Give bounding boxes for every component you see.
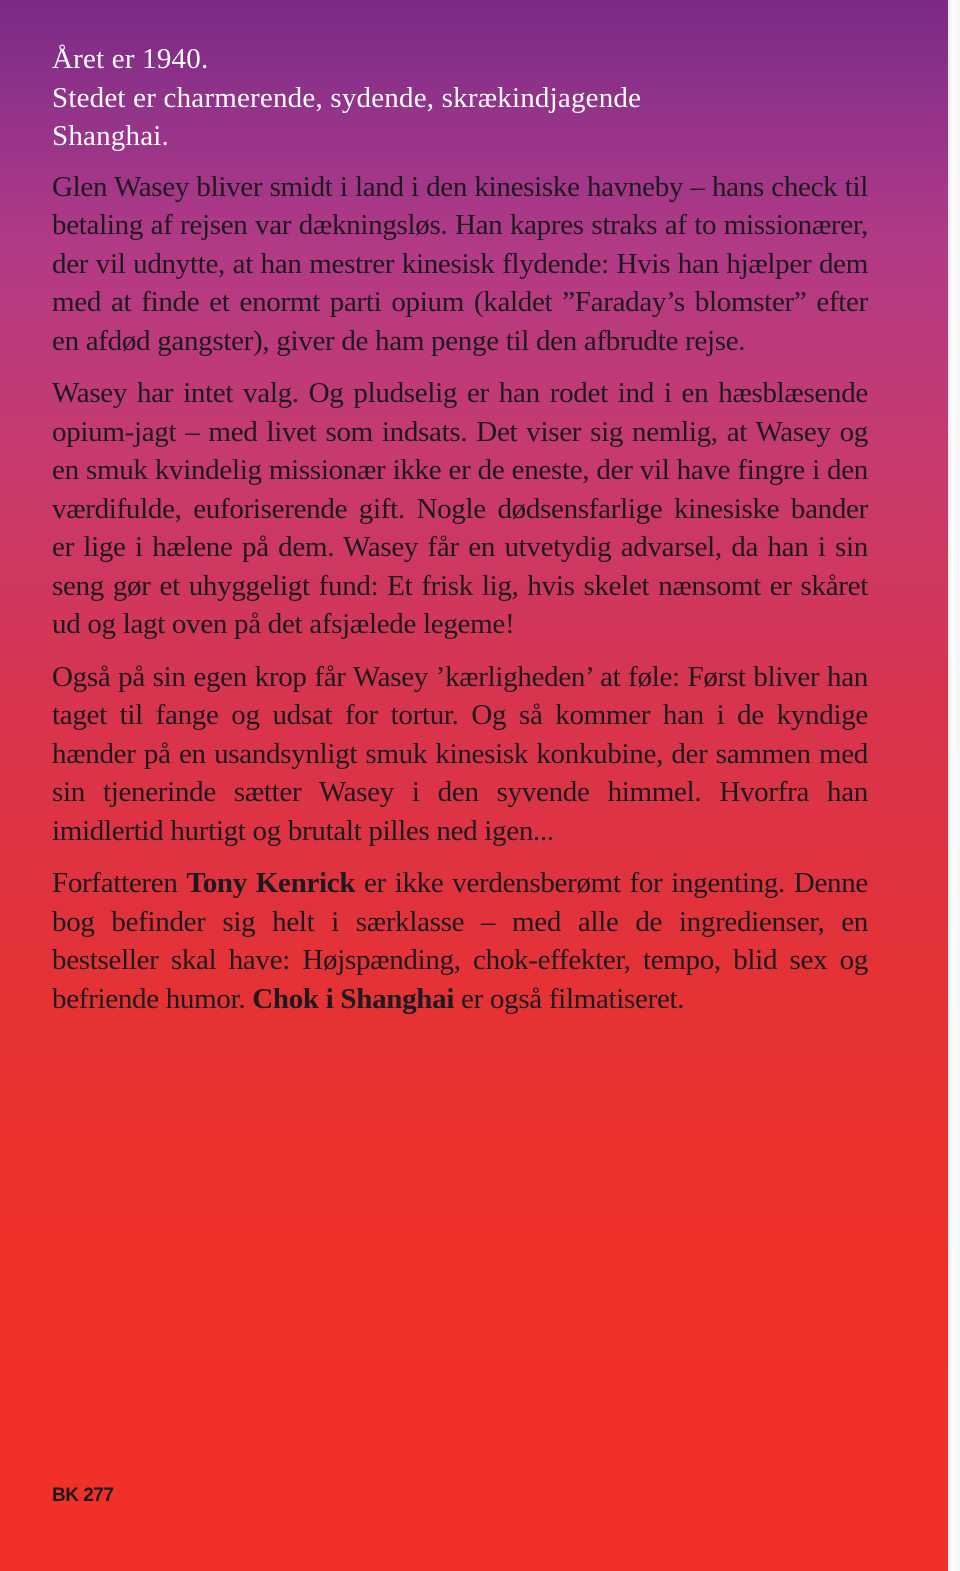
paragraph-opium-hunt: Wasey har intet valg. Og pludselig er han rodet ind i en hæsblæsende opium-jagt – med livet som indsats. Det viser sig nemlig, at Wasey og en smuk kvindelig missionær ikke er de eneste, der vil have fingre i den værdifulde, euforiserende gift. Nogle dødsensfarlige kinesiske bander er lige i hælene på dem. Wasey får en utvetydig advarsel, da han i sin seng gør et uhyggeligt fund: Et frisk lig, hvis skelet nænsomt er skåret ud og lagt oven på det afsjælede legeme! <box>52 377 868 640</box>
intro-line-year: Året er 1940. <box>52 43 209 75</box>
paragraph-love: Også på sin egen krop får Wasey ’kærligheden’ at føle: Først bliver han taget til fange og udsat for tortur. Og så kommer han i de kyndige hænder på en usandsynligt smuk kinesisk konkubine, der sammen med sin tjenerinde sætter Wasey i den syvende himmel. Hvorfra han imidlertid hurtigt og brutalt pilles ned igen... <box>52 660 868 847</box>
film-note-text: er også filmatiseret. <box>454 982 685 1015</box>
paragraph-author <box>52 864 868 1018</box>
book-title: Chok i Shanghai <box>252 982 455 1015</box>
intro-heading <box>52 40 868 156</box>
catalog-code: BK 277 <box>52 1485 114 1506</box>
author-praise-text: er ikke verdensberømt for ingenting. Denne bog befinder sig helt i særklasse – med alle de ingredienser, en bestseller skal have: Højspænding, chok-effekter, tempo, blid sex og befriende humor. <box>52 867 868 1015</box>
intro-line-city: Shanghai. <box>52 120 169 152</box>
paragraph-plot-start: Glen Wasey bliver smidt i land i den kinesiske havneby – hans check til betaling af rejsen var dækningsløs. Han kapres straks af to missionærer, der vil udnytte, at han mestrer kinesisk flydende: Hvis han hjælper dem med at finde et enormt parti opium (kaldet ”Faraday’s blomster” efter en afdød gangster), giver de ham penge til den afbrudte rejse. <box>52 170 868 357</box>
author-name: Tony Kenrick <box>186 867 356 899</box>
intro-line-place: Stedet er charmerende, sydende, skrækindjagende <box>52 81 642 114</box>
cover-blurb <box>52 40 868 1032</box>
page-edge <box>948 0 960 1571</box>
author-intro-text: Forfatteren <box>52 867 187 899</box>
